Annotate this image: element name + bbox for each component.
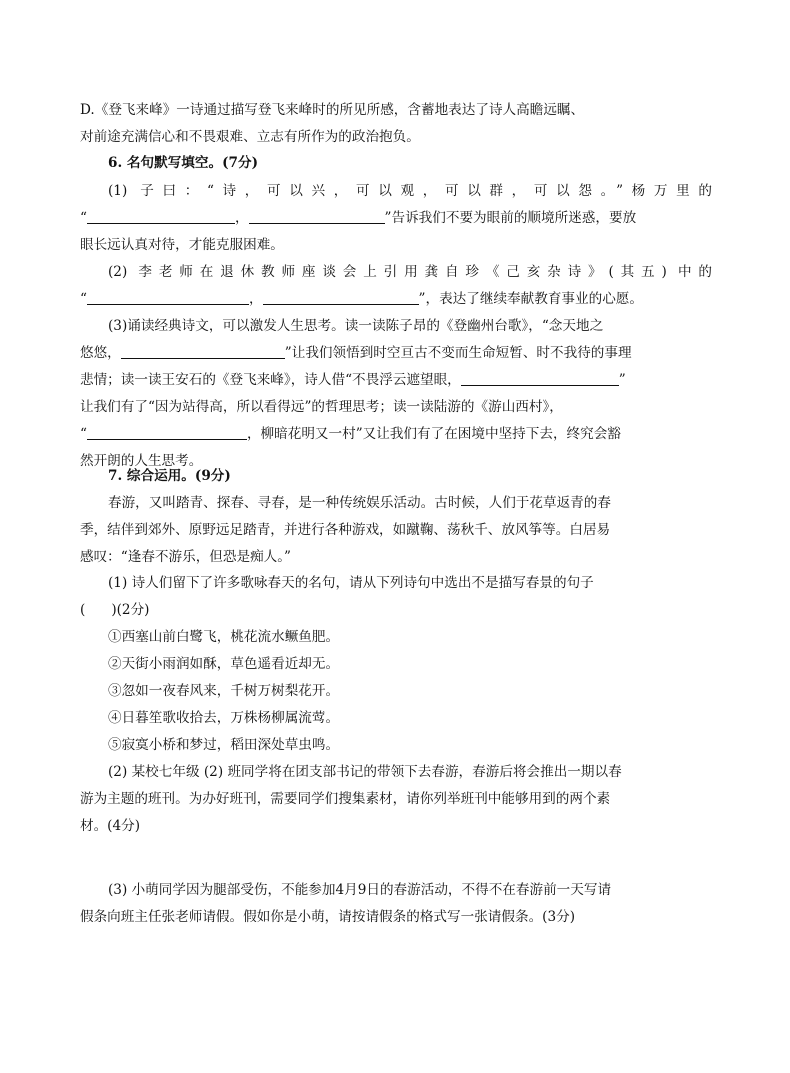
q6-1-sep: ， [234, 210, 249, 226]
q6-3-line-2 [80, 343, 712, 363]
q6-2-line-1: (2) 李老师在退休教师座谈会上引用龚自珍《己亥杂诗》(其五) 中的 [108, 264, 712, 280]
q7-1-option-1: ①西塞山前白鹭飞，桃花流水鳜鱼肥。 [108, 629, 340, 645]
q6-3-line-3 [80, 370, 712, 390]
q6-1-blank-2[interactable] [249, 209, 385, 224]
q7-intro-line-2: 季，结伴到郊外、原野远足踏青，并进行各种游戏，如蹴鞠、荡秋千、放风筝等。白居易 [80, 522, 611, 538]
q7-3-line-1: (3) 小萌同学因为腿部受伤，不能参加4月9日的春游活动，不得不在春游前一天写请 [108, 882, 612, 898]
q7-1-option-2: ②天街小雨润如酥，草色遥看近却无。 [108, 656, 340, 672]
q6-2-sep: ， [248, 291, 263, 307]
option-d-line-2: 对前途充满信心和不畏艰难、立志有所作为的政治抱负。 [80, 129, 420, 145]
q6-2-blank-2[interactable] [263, 290, 419, 305]
q6-3-blank-1[interactable] [121, 344, 285, 359]
q6-3-line-4: 让我们有了“因为站得高，所以看得远”的哲理思考；读一读陆游的《游山西村》， [80, 399, 563, 415]
q6-heading: 6. 名句默写填空。(7分) [108, 155, 258, 171]
q6-3-line-6: 然开朗的人生思考。 [80, 453, 203, 469]
q7-1-option-3: ③忽如一夜春风来，千树万树梨花开。 [108, 683, 340, 699]
q7-1-score: )(2分) [111, 602, 150, 618]
q6-3-line-5-b: ，柳暗花明又一村”又让我们有了在困境中坚持下去，终究会豁 [246, 426, 621, 442]
q7-1-open-paren: ( [80, 602, 86, 618]
q6-2-after: ”，表达了继续奉献教育事业的心愿。 [418, 291, 643, 307]
q6-2-line-2 [80, 289, 712, 309]
q7-intro-line-1: 春游，又叫踏青、探春、寻春，是一种传统娱乐活动。古时候，人们于花草返青的春 [108, 495, 611, 511]
q6-3-blank-3[interactable] [87, 425, 247, 440]
q6-3-line-2-b: ”让我们领悟到时空亘古不变而生命短暂、时不我待的事理 [284, 345, 632, 361]
q6-3-line-1: (3)诵读经典诗文，可以激发人生思考。读一读陈子昂的《登幽州台歌》，“念天地之 [108, 318, 604, 334]
q7-2-line-2: 游为主题的班刊。为办好班刊，需要同学们搜集素材，请你列举班刊中能够用到的两个素 [80, 791, 611, 807]
q7-2-line-3: 材。(4分) [80, 818, 141, 834]
q7-1-option-4: ④日暮笙歌收拾去，万株杨柳属流莺。 [108, 710, 340, 726]
q7-heading: 7. 综合运用。(9分) [108, 468, 231, 484]
q7-3-line-2: 假条向班主任张老师请假。假如你是小萌，请按请假条的格式写一张请假条。(3分) [80, 909, 576, 925]
q6-3-line-5 [80, 424, 712, 444]
q6-1-open-quote: “ [80, 210, 87, 226]
q6-2-blank-1[interactable] [87, 290, 249, 305]
q7-intro-line-3: 感叹：“逢春不游乐，但恐是痴人。” [80, 549, 292, 565]
q7-1-line-1: (1) 诗人们留下了许多歌咏春天的名句，请从下列诗句中选出不是描写春景的句子 [108, 575, 594, 591]
q6-3-line-3-a: 悲情；读一读王安石的《登飞来峰》，诗人借“不畏浮云遮望眼， [80, 372, 461, 388]
q6-1-line-2 [80, 208, 712, 228]
q6-1-blank-1[interactable] [87, 209, 235, 224]
q6-3-line-3-b: ” [618, 372, 626, 388]
q6-3-blank-2[interactable] [461, 371, 619, 386]
q6-1-line-3: 眼长远认真对待，才能克服困难。 [80, 237, 284, 253]
q6-3-line-2-a: 悠悠， [80, 345, 121, 361]
q6-2-open-quote: “ [80, 291, 87, 307]
q7-2-line-1: (2) 某校七年级 (2) 班同学将在团支部书记的带领下去春游，春游后将会推出一期以春 [108, 764, 622, 780]
q6-1-after: ”告诉我们不要为眼前的顺境所迷惑，要放 [384, 210, 637, 226]
q7-1-line-2 [80, 600, 712, 620]
q6-1-line-1: (1) 子曰：“诗，可以兴，可以观，可以群，可以怨。”杨万里的 [108, 183, 712, 199]
q7-1-option-5: ⑤寂寞小桥和梦过，稻田深处草虫鸣。 [108, 737, 340, 753]
q6-3-line-5-a: “ [80, 426, 87, 442]
option-d-line-1: D.《登飞来峰》一诗通过描写登飞来峰时的所见所感，含蓄地表达了诗人高瞻远瞩、 [80, 102, 585, 118]
